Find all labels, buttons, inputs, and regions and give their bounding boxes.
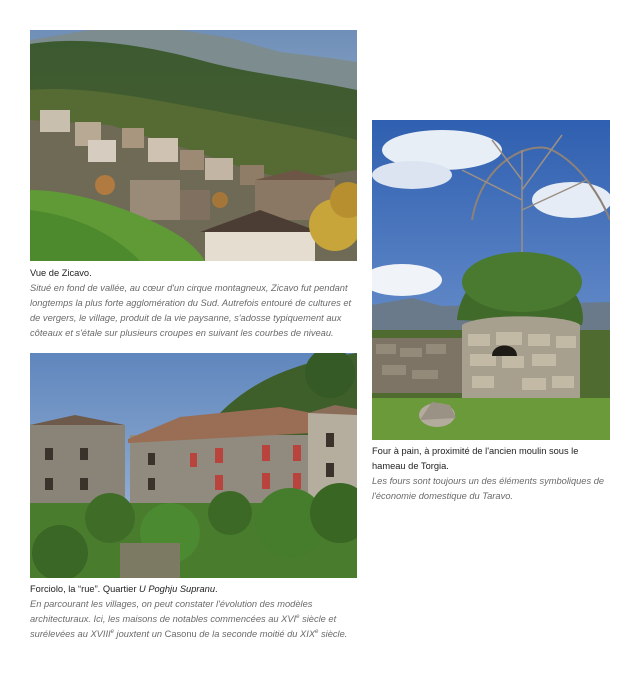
caption-description xyxy=(30,597,370,642)
caption-title: Vue de Zicavo. xyxy=(30,268,92,278)
caption-title-italic: U Poghju Supranu xyxy=(139,584,215,594)
caption-forciolo xyxy=(30,582,370,642)
desc-part: de la seconde moitié du xyxy=(196,629,301,639)
century-numeral: XIX xyxy=(300,629,316,639)
caption-zicavo xyxy=(30,266,360,341)
photo-zicavo xyxy=(30,30,357,261)
photo-four-a-pain xyxy=(372,120,610,440)
century-superscript: e xyxy=(296,613,300,620)
century-superscript: e xyxy=(315,628,319,635)
casonu-term: Casonu xyxy=(164,629,197,639)
caption-title-prefix: Forciolo, la “rue”. Quartier xyxy=(30,584,140,594)
century-numeral: XVIII xyxy=(90,629,111,639)
caption-title: Four à pain, à proximité de l'ancien moulin sous le hameau de Torgia. xyxy=(372,446,579,471)
desc-part: siècle. xyxy=(318,629,348,639)
desc-part: jouxtent un xyxy=(113,629,165,639)
caption-title-suffix: . xyxy=(215,584,218,594)
caption-description: Les fours sont toujours un des éléments symboliques de l'économie domestique du Taravo. xyxy=(372,476,605,501)
caption-title xyxy=(30,582,370,597)
century-superscript: e xyxy=(110,628,114,635)
caption-four-a-pain xyxy=(372,444,612,504)
caption-description: Situé en fond de vallée, au cœur d'un cirque montagneux, Zicavo fut pendant longtemps la plus forte agglomération du Sud. Autrefois entouré de cultures et de vergers, le village, produit de la vie paysanne, s'adosse typiquement aux côteaux et s'étale sur plusieurs croupes en suivant les courbes de niveau. xyxy=(30,283,352,338)
photo-forciolo xyxy=(30,353,357,578)
desc-part: En parcourant les villages, on peut constater l'évolution des modèles architecturaux. Ici, les maisons de notables commencées au xyxy=(30,599,313,624)
century-numeral: XVI xyxy=(281,614,297,624)
desc-part: siècle et surélevées au xyxy=(30,614,337,639)
